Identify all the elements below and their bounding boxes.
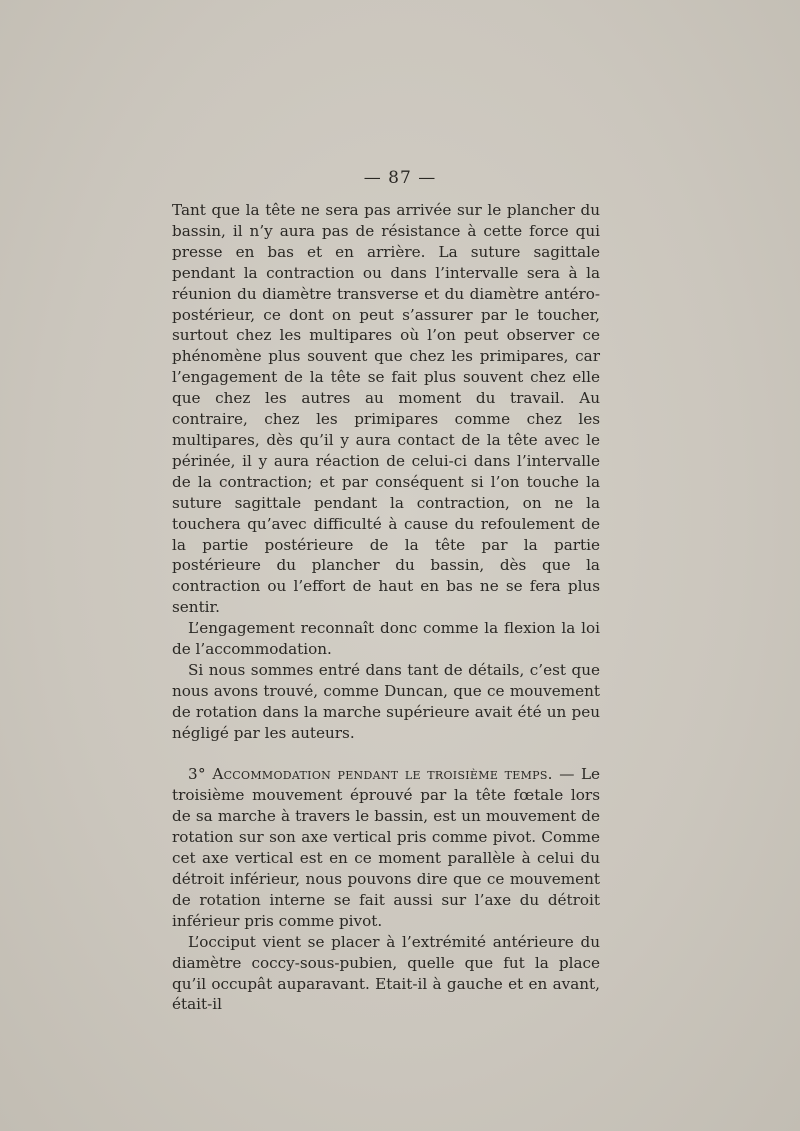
paragraph-3: Si nous sommes entré dans tant de détails, c’est que nous avons trouvé, comme Duncan, que ce mouvement de rotation dans la marche supérieure avait été un peu négligé par les auteurs. [172,660,600,742]
page-number: — 87 — [363,168,437,188]
section-paragraph [172,764,600,931]
body-text [172,200,600,1015]
paragraph-last: L’occiput vient se placer à l’extrémité antérieure du diamètre coccy-sous-pubien, quelle que fut la place qu’il occupât auparavant. Etait-il à gauche et en avant, était-il [172,932,600,1014]
paragraph-2: L’engagement reconnaît donc comme la flexion la loi de l’accommodation. [172,619,600,659]
section-text: Le troisième mouvement éprouvé par la tête fœtale lors de sa marche à travers le bassin, est un mouvement de rotation sur son axe vertical pris comme pivot. Comme cet axe vertical est en ce moment parallèle à celui du détroit inférieur, nous pouvons dire que ce mouvement de rotation interne se fait aussi sur l’axe du détroit inférieur pris comme pivot. [172,765,601,930]
paragraph-1: Tant que la tête ne sera pas arrivée sur le plancher du bassin, il n’y aura pas de résistance à cette force qui presse en bas et en arrière. La suture sagittale pendant la contraction ou dans l’intervalle sera à la réunion du diamètre transverse et du diamètre antéro-postérieur, ce dont on peut s’assurer par le toucher, surtout chez les multipares où l’on peut observer ce phénomène plus souvent que chez les primipares, car l’engagement de la tête se fait plus souvent chez elle que chez les autres au moment du travail. Au contraire, chez les primipares comme chez les multipares, dès qu’il y aura contact de la tête avec le périnée, il y aura réaction de celui-ci dans l’intervalle de la contraction; et par conséquent si l’on touche la suture sagittale pendant la contraction, on ne la touchera qu’avec difficulté à cause du refoulement de la partie postérieure de la tête par la partie postérieure du plancher du bassin, dès que la contraction ou l’effort de haut en bas ne se fera plus sentir. [172,201,600,617]
section-heading: 3° Accommodation pendant le troisième temps. — [188,765,575,784]
